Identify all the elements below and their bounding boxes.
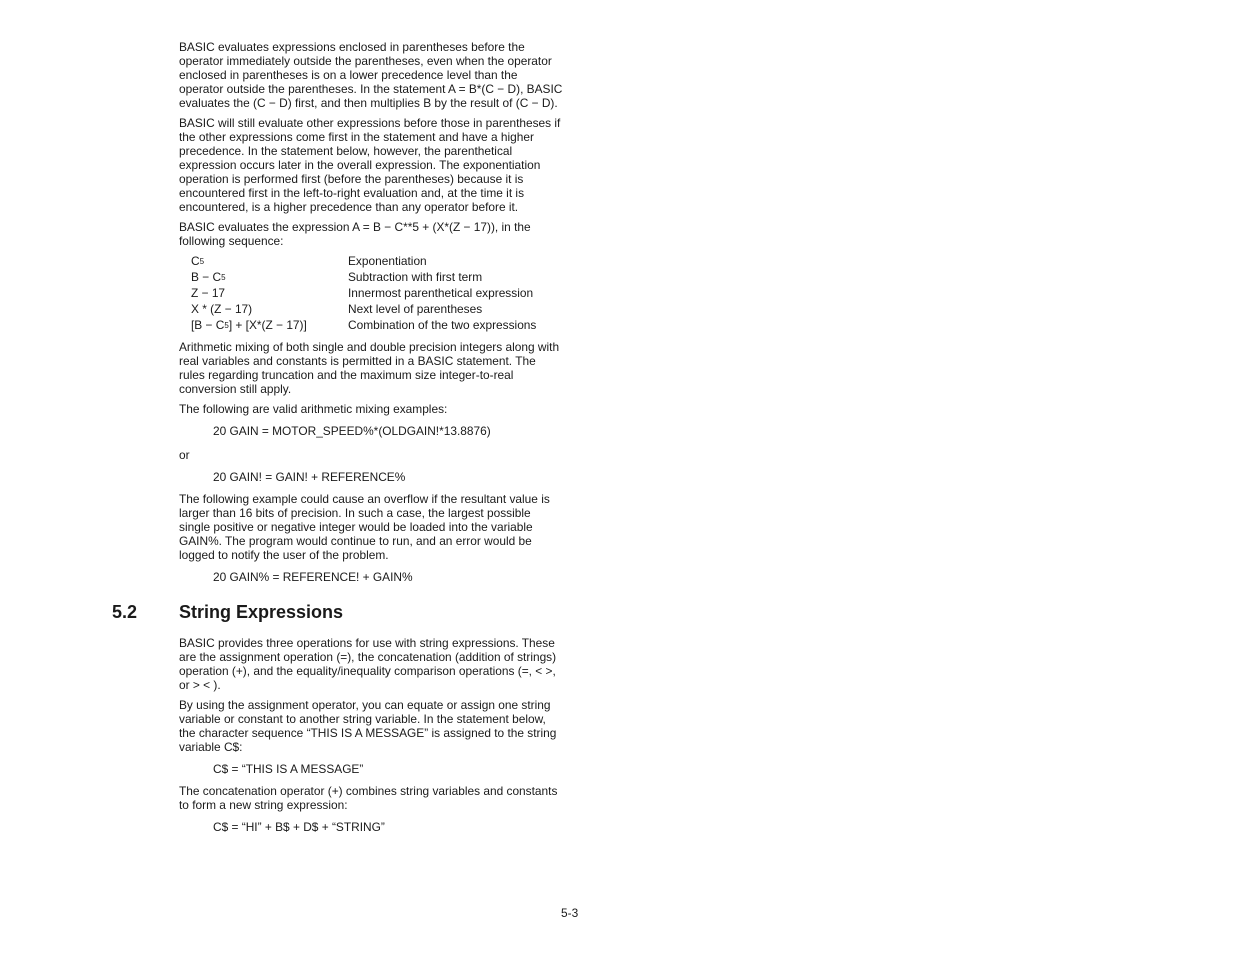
paragraph-concatenation-operator: The concatenation operator (+) combines string variables and constants to form a new string expression: [179,784,558,812]
sequence-row [191,318,536,334]
page-number: 5-3 [561,906,579,920]
paragraph-mixing-examples-intro: The following are valid arithmetic mixing examples: [179,402,448,416]
paragraph-evaluation-order: BASIC will still evaluate other expressions before those in parentheses if the other expressions come first in the statement and have a higher precedence. In the statement below, however, the parenthetical expression occurs later in the overall expression. The exponentiation operation is performed first (before the parentheses) because it is encountered first in the left-to-right evaluation and, at the time it is encountered, is a higher precedence than any operator before it. [179,116,561,214]
section-heading [112,600,564,624]
code-example-concatenation: C$ = “HI” + B$ + D$ + “STRING” [213,820,385,834]
evaluation-sequence-table [191,254,536,334]
code-example-gain-reference: 20 GAIN! = GAIN! + REFERENCE% [213,470,406,484]
paragraph-assignment-operator: By using the assignment operator, you can equate or assign one string variable or constant to another string variable. In the statement below, the character sequence “THIS IS A MESSAGE” is assigned to the string variable C$: [179,698,557,754]
section-title: String Expressions [179,602,344,622]
sequence-expression: $B - C^5$ [191,270,226,284]
paragraph-expression-sequence-intro: BASIC evaluates the expression A = B − C**5 + (X*(Z − 17)), in the following sequence: [179,220,531,248]
paragraph-parentheses-precedence: BASIC evaluates expressions enclosed in parentheses before the operator immediately outside the parentheses, even when the operator enclosed in parentheses is on a lower precedence level than the operator outside the parentheses. In the statement A = B*(C − D), BASIC evaluates the (C − D) first, and then multiplies B by the result of (C − D). [179,40,563,110]
sequence-expression: $[B - C^5] + [X*(Z - 17)]$ [191,318,307,332]
paragraph-arithmetic-mixing: Arithmetic mixing of both single and double precision integers along with real variables and constants is permitted in a BASIC statement. The rules regarding truncation and the maximum size integer-to-real conversion still apply. [179,340,560,396]
sequence-description: Exponentiation [348,254,427,268]
sequence-description: Innermost parenthetical expression [348,286,534,300]
or-text: or [179,448,190,462]
sequence-description: Next level of parentheses [348,302,483,316]
sequence-expression: $C^5$ [191,254,205,268]
code-example-gain: 20 GAIN = MOTOR_SPEED%*(OLDGAIN!*13.8876) [213,424,491,438]
page-body [112,40,564,842]
sequence-row [191,270,536,286]
sequence-expression: Z − 17 [191,286,226,300]
sequence-description: Subtraction with first term [348,270,483,284]
section-number: 5.2 [112,602,138,622]
code-example-overflow: 20 GAIN% = REFERENCE! + GAIN% [213,570,413,584]
sequence-row [191,254,536,270]
sequence-expression: X * (Z − 17) [191,302,253,316]
code-example-string-assignment: C$ = “THIS IS A MESSAGE” [213,762,364,776]
sequence-row [191,286,536,302]
sequence-description: Combination of the two expressions [348,318,537,332]
paragraph-overflow-example: The following example could cause an overflow if the resultant value is larger than 16 bits of precision. In such a case, the largest possible single positive or negative integer would be loaded into the variable GAIN%. The program would continue to run, and an error would be logged to notify the user of the problem. [179,492,550,562]
paragraph-string-operations: BASIC provides three operations for use with string expressions. These are the assignment operation (=), the concatenation (addition of strings) operation (+), and the equality/inequality comparison operations (=, < >, or > < ). [179,636,557,692]
sequence-row [191,302,536,318]
